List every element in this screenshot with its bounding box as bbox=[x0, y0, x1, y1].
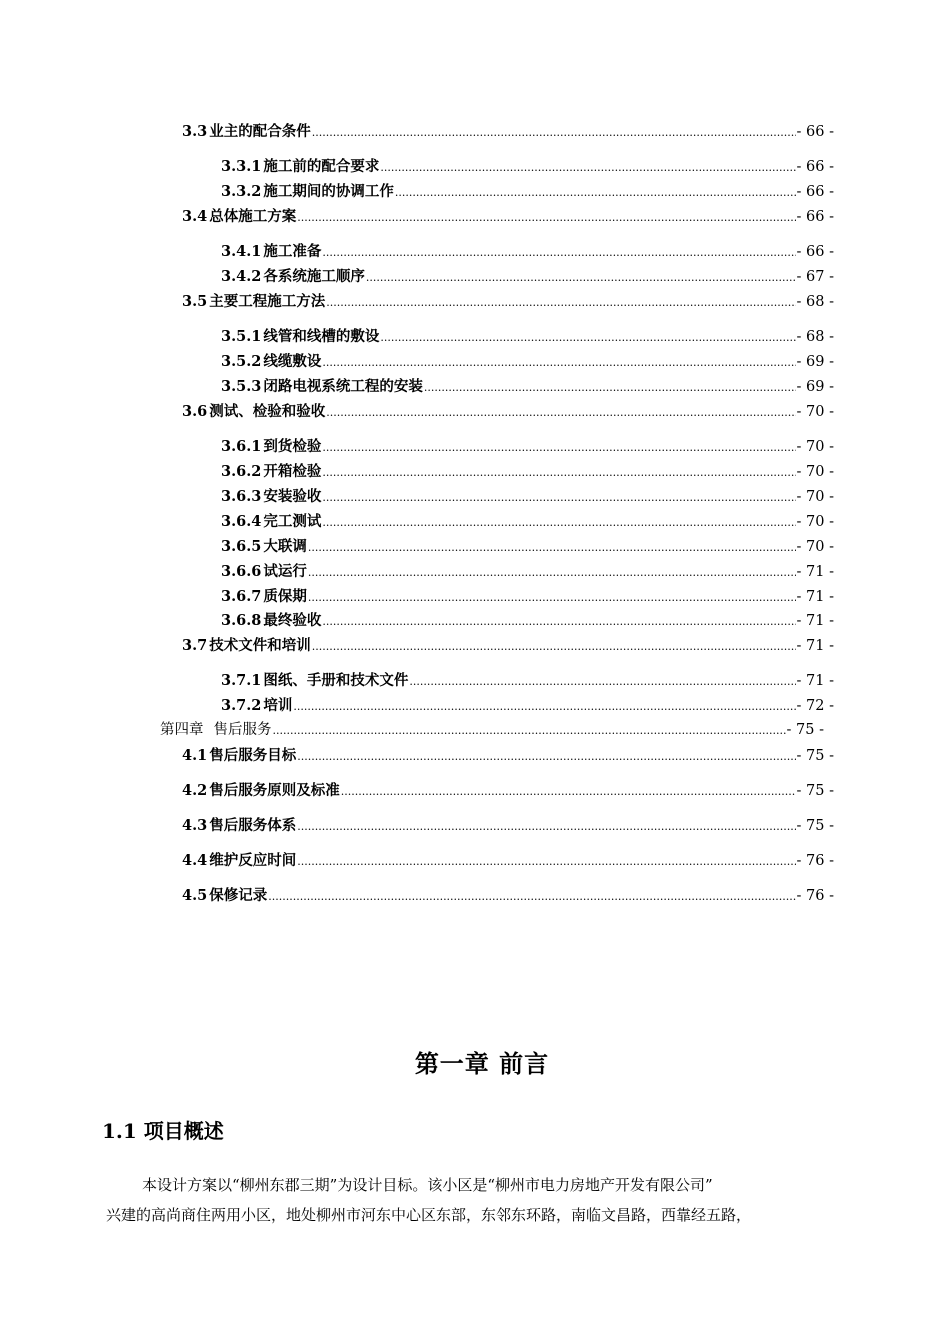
toc-entry-number: 4.3 bbox=[182, 817, 208, 834]
toc-entry[interactable] bbox=[182, 122, 834, 143]
toc-leader-dots bbox=[366, 268, 796, 288]
toc-entry-page: - 70 - bbox=[796, 539, 834, 555]
toc-entry[interactable] bbox=[221, 487, 834, 508]
section-title: 1.1 项目概述 bbox=[102, 1119, 224, 1143]
paragraph-line: 本设计方案以“柳州东郡三期”为设计目标。该小区是“柳州市电力房地产开发有限公司” bbox=[142, 1176, 713, 1194]
toc-entry-page: - 75 - bbox=[796, 748, 834, 764]
toc-entry-page: - 68 - bbox=[796, 294, 834, 310]
toc-entry[interactable] bbox=[221, 611, 834, 632]
toc-entry-number: 3.5.3 bbox=[221, 378, 262, 395]
toc-leader-dots bbox=[297, 817, 795, 837]
toc-leader-dots bbox=[322, 513, 795, 533]
toc-entry-title: 闭路电视系统工程的安装 bbox=[263, 378, 423, 395]
toc-entry-number: 3.6.1 bbox=[221, 438, 262, 455]
toc-entry[interactable] bbox=[182, 886, 834, 907]
toc-leader-dots bbox=[297, 747, 795, 767]
toc-entry-number: 3.6 bbox=[182, 403, 208, 420]
toc-entry-title: 线管和线槽的敷设 bbox=[263, 328, 380, 345]
toc-entry-page: - 68 - bbox=[796, 329, 834, 345]
toc-entry-number: 3.5.2 bbox=[221, 353, 262, 370]
toc-entry[interactable] bbox=[221, 267, 834, 288]
toc-entry[interactable] bbox=[221, 242, 834, 263]
toc-entry[interactable] bbox=[182, 746, 834, 767]
toc-entry[interactable] bbox=[182, 636, 834, 657]
toc-entry[interactable] bbox=[221, 462, 834, 483]
toc-entry-number: 3.5 bbox=[182, 293, 208, 310]
toc-entry-page: - 72 - bbox=[796, 698, 834, 714]
toc-entry-number: 4.4 bbox=[182, 852, 208, 869]
toc-entry-page: - 66 - bbox=[796, 209, 834, 225]
toc-entry-title: 质保期 bbox=[263, 588, 307, 605]
toc-entry-number: 3.6.5 bbox=[221, 538, 262, 555]
toc-entry-page: - 76 - bbox=[796, 853, 834, 869]
toc-entry[interactable] bbox=[182, 292, 834, 313]
toc-entry-page: - 71 - bbox=[796, 589, 834, 605]
toc-entry-title: 保修记录 bbox=[209, 887, 268, 904]
toc-entry[interactable] bbox=[221, 696, 834, 717]
toc-entry[interactable] bbox=[160, 720, 824, 741]
toc-entry[interactable] bbox=[221, 587, 834, 608]
toc-leader-dots bbox=[308, 588, 796, 608]
toc-entry-page: - 69 - bbox=[796, 354, 834, 370]
toc-entry-title: 完工测试 bbox=[263, 513, 322, 530]
toc-entry-title: 售后服务原则及标准 bbox=[209, 782, 340, 799]
toc-entry[interactable] bbox=[221, 562, 834, 583]
toc-leader-dots bbox=[308, 563, 796, 583]
toc-entry-number: 第四章 bbox=[160, 722, 204, 738]
toc-leader-dots bbox=[322, 438, 795, 458]
toc-leader-dots bbox=[322, 612, 795, 632]
toc-leader-dots bbox=[322, 488, 795, 508]
toc-entry[interactable] bbox=[221, 671, 834, 692]
toc-entry-title: 大联调 bbox=[263, 538, 307, 555]
toc-leader-dots bbox=[297, 208, 795, 228]
toc-entry-title: 技术文件和培训 bbox=[209, 637, 311, 654]
toc-entry-number: 3.6.6 bbox=[221, 563, 262, 580]
toc-entry-page: - 66 - bbox=[796, 184, 834, 200]
body-paragraph bbox=[106, 1170, 841, 1230]
toc-entry-title: 售后服务体系 bbox=[209, 817, 297, 834]
toc-entry[interactable] bbox=[182, 207, 834, 228]
toc-entry-number: 4.1 bbox=[182, 747, 208, 764]
toc-leader-dots bbox=[395, 183, 796, 203]
toc-entry-number: 3.3.2 bbox=[221, 183, 262, 200]
toc-entry-page: - 71 - bbox=[796, 564, 834, 580]
toc-entry-number: 3.7.2 bbox=[221, 697, 262, 714]
toc-entry-title: 维护反应时间 bbox=[209, 852, 297, 869]
toc-entry-number: 4.2 bbox=[182, 782, 208, 799]
chapter-title: 第一章 前言 bbox=[414, 1049, 550, 1078]
toc-leader-dots bbox=[322, 353, 795, 373]
toc-entry-number: 3.3 bbox=[182, 123, 208, 140]
toc-entry-page: - 70 - bbox=[796, 464, 834, 480]
toc-entry-number: 3.7 bbox=[182, 637, 208, 654]
toc-leader-dots bbox=[273, 721, 786, 741]
toc-entry-title: 最终验收 bbox=[263, 612, 322, 629]
toc-leader-dots bbox=[297, 852, 795, 872]
toc-entry[interactable] bbox=[221, 537, 834, 558]
toc-leader-dots bbox=[293, 697, 795, 717]
toc-entry-page: - 75 - bbox=[796, 783, 834, 799]
toc-leader-dots bbox=[326, 293, 795, 313]
toc-entry-number: 3.5.1 bbox=[221, 328, 262, 345]
toc-entry-title: 线缆敷设 bbox=[263, 353, 322, 370]
toc-leader-dots bbox=[312, 123, 796, 143]
toc-entry-number: 3.3.1 bbox=[221, 158, 262, 175]
toc-entry-title: 售后服务目标 bbox=[209, 747, 297, 764]
toc-entry-number: 3.6.2 bbox=[221, 463, 262, 480]
toc-entry-page: - 75 - bbox=[796, 818, 834, 834]
toc-entry-title: 各系统施工顺序 bbox=[263, 268, 365, 285]
toc-leader-dots bbox=[380, 328, 795, 348]
toc-leader-dots bbox=[326, 403, 795, 423]
toc-leader-dots bbox=[424, 378, 796, 398]
toc-leader-dots bbox=[312, 637, 796, 657]
toc-entry[interactable] bbox=[221, 182, 834, 203]
toc-entry-page: - 71 - bbox=[796, 638, 834, 654]
toc-entry[interactable] bbox=[221, 352, 834, 373]
toc-entry[interactable] bbox=[221, 377, 834, 398]
toc-leader-dots bbox=[308, 538, 796, 558]
toc-entry-page: - 71 - bbox=[796, 673, 834, 689]
toc-entry-title: 售后服务 bbox=[213, 722, 272, 738]
toc-entry-title: 到货检验 bbox=[263, 438, 322, 455]
toc-entry-title: 主要工程施工方法 bbox=[209, 293, 326, 310]
toc-entry[interactable] bbox=[182, 851, 834, 872]
toc-entry-page: - 71 - bbox=[796, 613, 834, 629]
toc-leader-dots bbox=[341, 782, 796, 802]
toc-entry[interactable] bbox=[221, 437, 834, 458]
toc-entry-page: - 70 - bbox=[796, 514, 834, 530]
toc-entry-number: 3.6.7 bbox=[221, 588, 262, 605]
toc-entry-page: - 67 - bbox=[796, 269, 834, 285]
toc-entry-title: 施工准备 bbox=[263, 243, 322, 260]
toc-entry[interactable] bbox=[182, 816, 834, 837]
toc-entry-title: 施工前的配合要求 bbox=[263, 158, 380, 175]
toc-entry-page: - 70 - bbox=[796, 439, 834, 455]
toc-entry[interactable] bbox=[221, 327, 834, 348]
toc-entry-page: - 69 - bbox=[796, 379, 834, 395]
toc-entry[interactable] bbox=[182, 781, 834, 802]
toc-entry-page: - 75 - bbox=[786, 722, 824, 738]
toc-entry-title: 培训 bbox=[263, 697, 293, 714]
toc-entry-page: - 70 - bbox=[796, 489, 834, 505]
toc-entry-number: 3.4.2 bbox=[221, 268, 262, 285]
toc-entry-title: 安装验收 bbox=[263, 488, 322, 505]
toc-entry-number: 3.7.1 bbox=[221, 672, 262, 689]
toc-entry-number: 3.4 bbox=[182, 208, 208, 225]
toc-entry-page: - 70 - bbox=[796, 404, 834, 420]
toc-leader-dots bbox=[322, 463, 795, 483]
paragraph-line: 兴建的高尚商住两用小区，地处柳州市河东中心区东部，东邻东环路，南临文昌路，西靠经五路， bbox=[106, 1206, 752, 1224]
toc-entry-page: - 66 - bbox=[796, 244, 834, 260]
toc-leader-dots bbox=[268, 887, 795, 907]
toc-leader-dots bbox=[322, 243, 795, 263]
toc-entry-page: - 66 - bbox=[796, 159, 834, 175]
toc-entry[interactable] bbox=[221, 512, 834, 533]
toc-entry-title: 总体施工方案 bbox=[209, 208, 297, 225]
toc-entry[interactable] bbox=[182, 402, 834, 423]
toc-entry-title: 测试、检验和验收 bbox=[209, 403, 326, 420]
toc-entry-number: 4.5 bbox=[182, 887, 208, 904]
toc-entry-title: 施工期间的协调工作 bbox=[263, 183, 394, 200]
toc-leader-dots bbox=[380, 158, 795, 178]
toc-entry-title: 业主的配合条件 bbox=[209, 123, 311, 140]
toc-entry-title: 试运行 bbox=[263, 563, 307, 580]
toc-entry-number: 3.6.3 bbox=[221, 488, 262, 505]
toc-entry-page: - 66 - bbox=[796, 124, 834, 140]
toc-entry-number: 3.6.4 bbox=[221, 513, 262, 530]
toc-entry-number: 3.6.8 bbox=[221, 612, 262, 629]
toc-entry-page: - 76 - bbox=[796, 888, 834, 904]
toc-entry-title: 开箱检验 bbox=[263, 463, 322, 480]
toc-entry[interactable] bbox=[221, 157, 834, 178]
toc-leader-dots bbox=[409, 672, 795, 692]
toc-entry-title: 图纸、手册和技术文件 bbox=[263, 672, 409, 689]
toc-entry-number: 3.4.1 bbox=[221, 243, 262, 260]
